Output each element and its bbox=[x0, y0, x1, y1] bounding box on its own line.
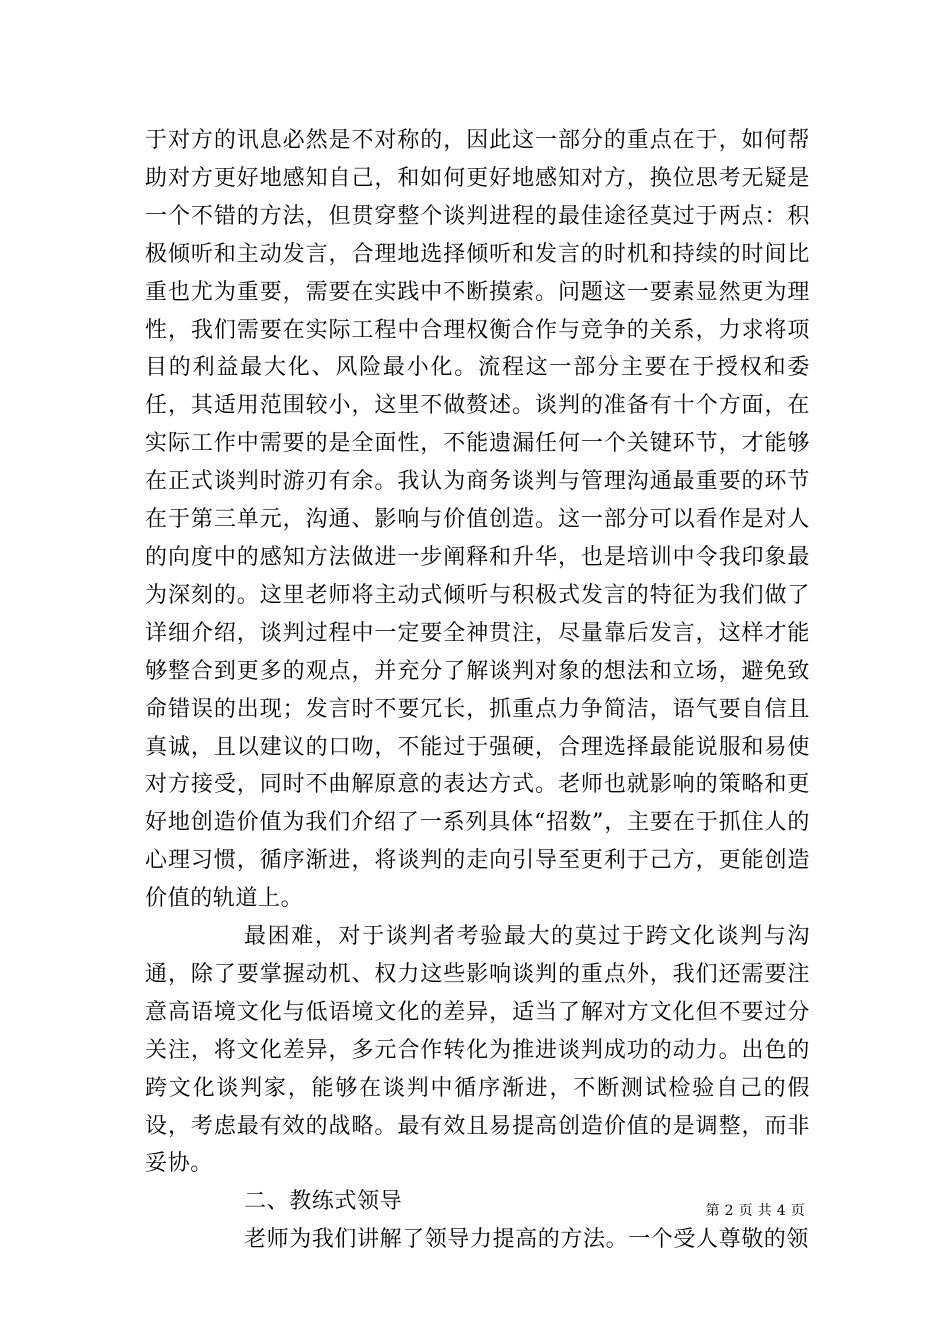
section-heading-coaching-leadership: 二、教练式领导 bbox=[244, 1189, 403, 1215]
paragraph-negotiation-elements: 于对方的讯息必然是不对称的，因此这一部分的重点在于，如何帮助对方更好地感知自己，和如何更好地感知对方，换位思考无疑是一个不错的方法，但贯穿整个谈判进程的最佳途径莫过于两点：积极倾听和主动发言，合理地选择倾听和发言的时机和持续的时间比重也尤为重要，需要在实践中不断摸索。问题这一要素显然更为理性，我们需要在实际工程中合理权衡合作与竞争的关系，力求将项目的利益最大化、风险最小化。流程这一部分主要在于授权和委任，其适用范围较小，这里不做赘述。谈判的准备有十个方面，在实际工作中需要的是全面性，不能遗漏任何一个关键环节，才能够在正式谈判时游刃有余。我认为商务谈判与管理沟通最重要的环节在于第三单元，沟通、影响与价值创造。这一部分可以看作是对人的向度中的感知方法做进一步阐释和升华，也是培训中令我印象最为深刻的。这里老师将主动式倾听与积极式发言的特征为我们做了详细介绍，谈判过程中一定要全神贯注，尽量靠后发言，这样才能够整合到更多的观点，并充分了解谈判对象的想法和立场，避免致命错误的出现；发言时不要冗长，抓重点力争简洁，语气要自信且真诚，且以建议的口吻，不能过于强硬，合理选择最能说服和易使对方接受，同时不曲解原意的表达方式。老师也就影响的策略和更好地创造价值为我们介绍了一系列具体“招数”，主要在于抓住人的心理习惯，循序渐进，将谈判的走向引导至更利于己方，更能创造价值的轨道上。 bbox=[145, 128, 810, 912]
document-body bbox=[145, 122, 810, 1259]
paragraph-leadership-intro: 老师为我们讲解了领导力提高的方法。一个受人尊敬的领 bbox=[244, 1227, 810, 1253]
page-number-footer: 第 2 页 共 4 页 bbox=[705, 1203, 805, 1219]
paragraph-cross-cultural: 最困难，对于谈判者考验最大的莫过于跨文化谈判与沟通，除了要掌握动机、权力这些影响谈判的重点外，我们还需要注意高语境文化与低语境文化的差异，适当了解对方文化但不要过分关注，将文化差异，多元合作转化为推进谈判成功的动力。出色的跨文化谈判家，能够在谈判中循序渐进，不断测试检验自己的假设，考虑最有效的战略。最有效且易提高创造价值的是调整，而非妥协。 bbox=[145, 924, 810, 1177]
